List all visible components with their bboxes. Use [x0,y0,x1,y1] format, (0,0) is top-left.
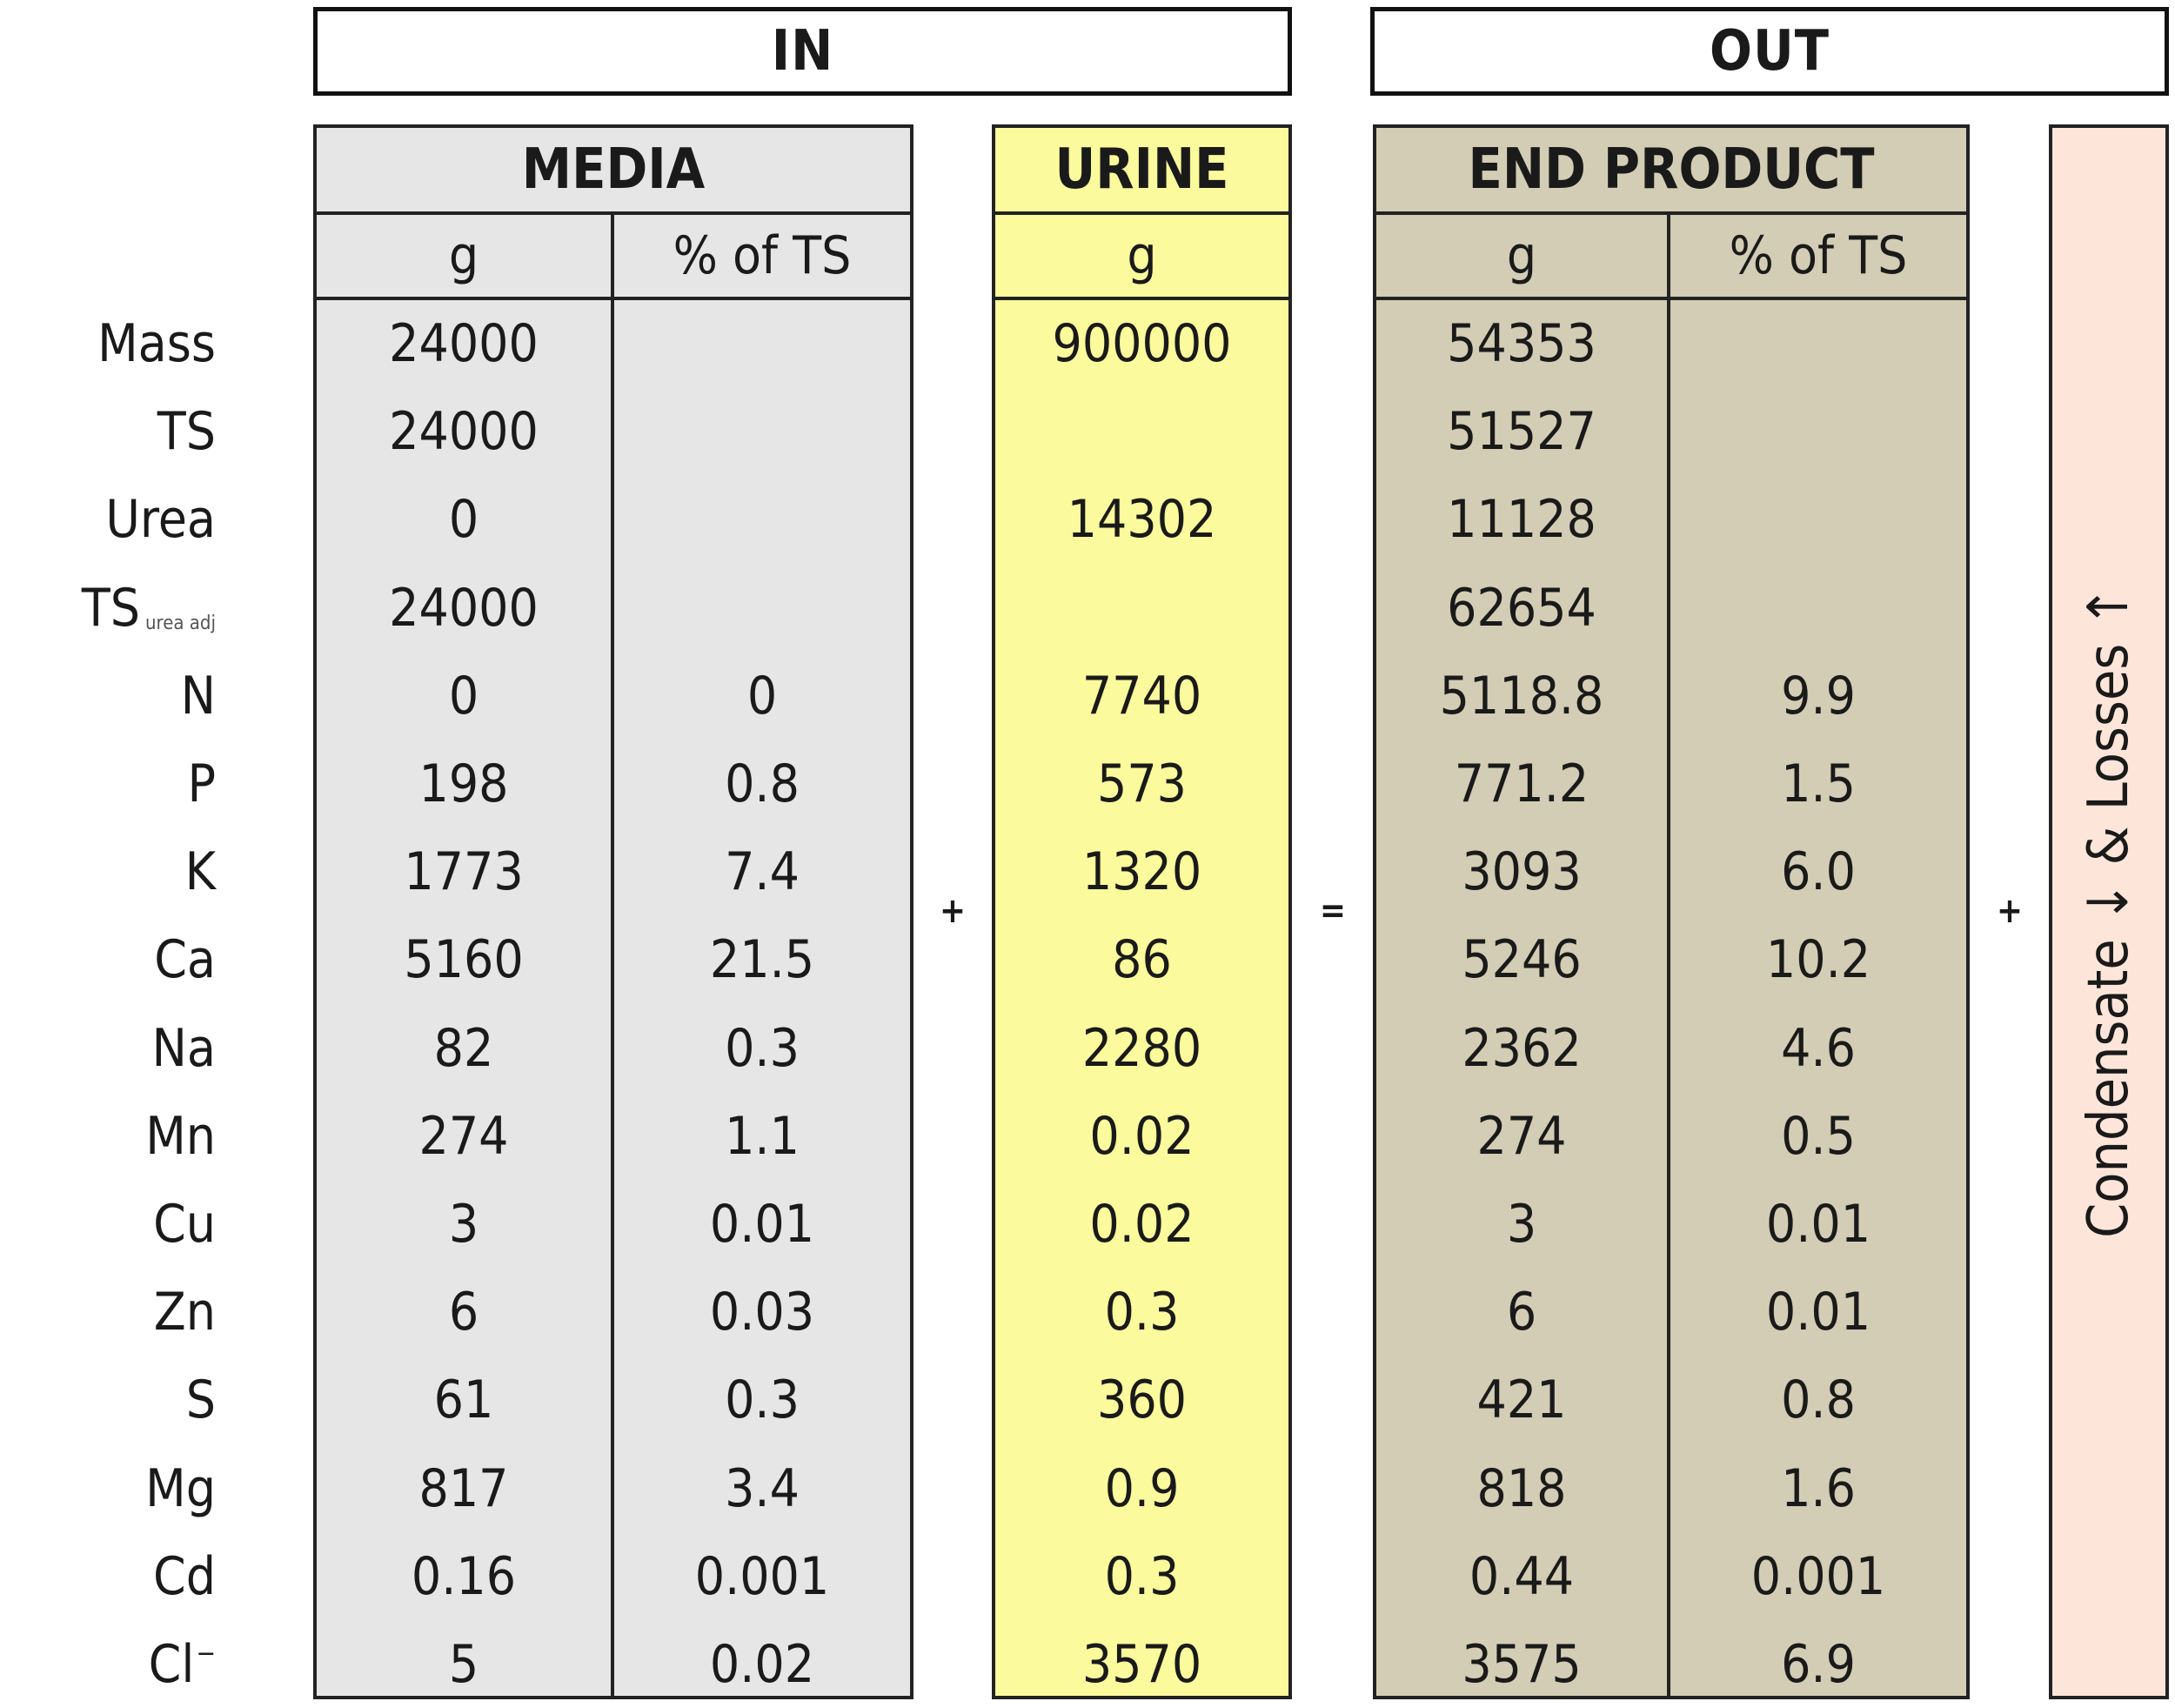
end-product-pct-cell: 1.6 [1781,1457,1856,1519]
media-g-cell: 198 [418,754,509,814]
media-g-cell: 0 [448,489,479,551]
row-label [7,916,216,1003]
row-label-superscript: − [196,1638,216,1669]
row-label [7,300,216,387]
media-pct-cell: 7.4 [725,841,800,903]
end-product-g-cell: 3 [1506,1194,1537,1255]
end-product-pct-unit [1667,211,1970,300]
urine-g-cell: 0.02 [1089,1105,1195,1167]
end-product-g-cell: 2362 [1462,1017,1582,1079]
media-g-cell: 5 [448,1634,479,1695]
end-product-header [1373,124,1970,215]
media-pct-cell: 0.3 [725,1370,800,1431]
media-pct-cell [611,476,914,563]
media-g-cell: 24000 [389,577,539,639]
row-label-text: K [184,841,216,903]
urine-g-cell: 86 [1112,929,1172,991]
end-product-pct-cell: 1.5 [1781,754,1856,814]
row-label-text: Mass [97,313,216,374]
urine-g-cell: 360 [1096,1370,1187,1431]
row-label-text: Urea [105,489,216,551]
end-product-g-cell: 6 [1506,1282,1537,1343]
plus-operator-2-label: + [1996,891,2024,931]
end-product-g-cell: 5118.8 [1439,665,1604,727]
end-product-pct-cell: 0.001 [1750,1545,1886,1607]
urine-g-unit [992,211,1292,300]
end-product-pct-cell [1667,476,1970,563]
end-product-pct-cell [1667,300,1970,387]
urine-g-cell: 900000 [1052,313,1232,374]
urine-g-cell: 0.3 [1104,1282,1180,1343]
media-pct-cell [611,300,914,387]
media-g-cell: 24000 [389,401,539,463]
end-product-g-cell: 421 [1476,1370,1567,1431]
end-product-pct-cell [1667,565,1970,652]
end-product-pct-cell [1667,388,1970,475]
end-product-pct-cell: 0.01 [1765,1194,1871,1255]
row-label-text: Cl [148,1634,195,1695]
media-pct-cell: 0.03 [709,1282,815,1343]
row-label [7,1005,216,1092]
urine-header [992,124,1292,215]
end-product-g-cell: 274 [1476,1105,1567,1167]
condensate-losses-column [2049,124,2169,1699]
urine-g-cell: 3570 [1081,1634,1202,1695]
media-g-cell: 6 [448,1282,479,1343]
urine-g-cell [992,388,1292,475]
row-label [7,1445,216,1532]
row-label-text: Zn [153,1282,216,1343]
row-label-text: Mg [145,1457,216,1519]
row-label-text: TS [81,577,140,639]
plus-operator-1 [935,889,970,933]
media-pct-cell: 0 [746,665,778,727]
section-header-in [313,7,1292,96]
media-g-cell: 817 [418,1457,509,1519]
row-label-text: Mn [145,1105,216,1167]
urine-g-cell [992,565,1292,652]
row-label [7,740,216,827]
media-pct-unit [611,211,914,300]
media-g-cell: 3 [448,1194,479,1255]
media-g-cell: 0 [448,665,479,727]
section-header-out [1370,7,2169,96]
row-label-text: Ca [154,929,216,991]
equals-operator [1315,889,1350,933]
row-label [7,653,216,740]
row-label [7,388,216,475]
urine-g-unit-label: g [1127,225,1157,286]
row-label-text: P [187,754,216,814]
row-label [7,1356,216,1443]
row-label [7,1621,216,1708]
row-label [7,565,216,652]
urine-g-cell: 0.3 [1104,1545,1180,1607]
urine-g-cell: 0.02 [1089,1194,1195,1255]
media-pct-cell: 1.1 [725,1105,800,1167]
end-product-g-cell: 11128 [1447,489,1596,551]
end-product-g-cell: 54353 [1447,313,1596,374]
row-label [7,1533,216,1620]
urine-g-cell: 14302 [1067,489,1217,551]
media-pct-cell: 3.4 [725,1457,800,1519]
end-product-g-cell: 818 [1476,1457,1567,1519]
urine-g-cell: 1320 [1081,841,1202,903]
end-product-pct-cell: 6.9 [1781,1634,1856,1695]
media-pct-cell: 0.8 [725,754,800,814]
media-g-cell: 0.16 [411,1545,517,1607]
end-product-pct-cell: 9.9 [1781,665,1856,727]
end-product-g-cell: 3093 [1462,841,1582,903]
end-product-g-cell: 0.44 [1469,1545,1575,1607]
end-product-g-cell: 51527 [1447,401,1596,463]
end-product-pct-cell: 6.0 [1781,841,1856,903]
media-g-cell: 82 [433,1017,494,1079]
plus-operator-1-label: + [939,891,967,931]
end-product-pct-unit-label: % of TS [1729,225,1908,286]
row-label [7,1269,216,1356]
row-label-text: Cd [153,1545,216,1607]
plus-operator-2 [1992,889,2027,933]
media-g-cell: 61 [433,1370,494,1431]
end-product-pct-cell: 0.01 [1765,1282,1871,1343]
section-header-out-label: OUT [1710,19,1830,84]
media-pct-cell [611,388,914,475]
end-product-header-label: END PRODUCT [1468,137,1875,202]
end-product-g-cell: 3575 [1462,1634,1582,1695]
media-g-cell: 5160 [404,929,524,991]
equals-operator-label: = [1319,891,1347,931]
row-label [7,1093,216,1180]
media-pct-cell: 0.3 [725,1017,800,1079]
media-g-unit-label: g [448,225,479,286]
media-pct-cell [611,565,914,652]
media-g-cell: 274 [418,1105,509,1167]
row-label [7,1181,216,1268]
end-product-g-cell: 771.2 [1454,754,1589,814]
row-label [7,828,216,915]
row-label-text: Na [151,1017,216,1079]
end-product-pct-cell: 10.2 [1765,929,1871,991]
media-g-unit [313,211,614,300]
urine-header-label: URINE [1054,137,1229,202]
end-product-pct-cell: 4.6 [1781,1017,1856,1079]
media-pct-cell: 0.001 [694,1545,830,1607]
urine-g-cell: 0.9 [1104,1457,1180,1519]
row-label [7,476,216,563]
urine-g-cell: 7740 [1081,665,1202,727]
end-product-g-unit-label: g [1506,225,1537,286]
section-header-in-label: IN [771,19,834,84]
row-label-text: TS [157,401,216,463]
media-pct-unit-label: % of TS [673,225,852,286]
media-header-label: MEDIA [521,137,706,202]
media-g-cell: 1773 [404,841,524,903]
end-product-pct-cell: 0.5 [1781,1105,1856,1167]
media-pct-cell: 0.01 [709,1194,815,1255]
row-label-text: N [180,665,216,727]
media-pct-cell: 0.02 [709,1634,815,1695]
row-label-subscript: urea adj [145,613,216,635]
condensate-losses-label: Condensate ↓ & Losses ↑ [2077,586,2141,1238]
urine-g-cell: 573 [1096,754,1187,814]
media-header [313,124,914,215]
urine-g-cell: 2280 [1081,1017,1202,1079]
row-label-text: S [185,1370,216,1431]
end-product-pct-cell: 0.8 [1781,1370,1856,1431]
row-label-text: Cu [153,1194,216,1255]
media-g-cell: 24000 [389,313,539,374]
end-product-g-cell: 62654 [1447,577,1596,639]
end-product-g-unit [1373,211,1670,300]
media-pct-cell: 21.5 [709,929,815,991]
end-product-g-cell: 5246 [1462,929,1582,991]
